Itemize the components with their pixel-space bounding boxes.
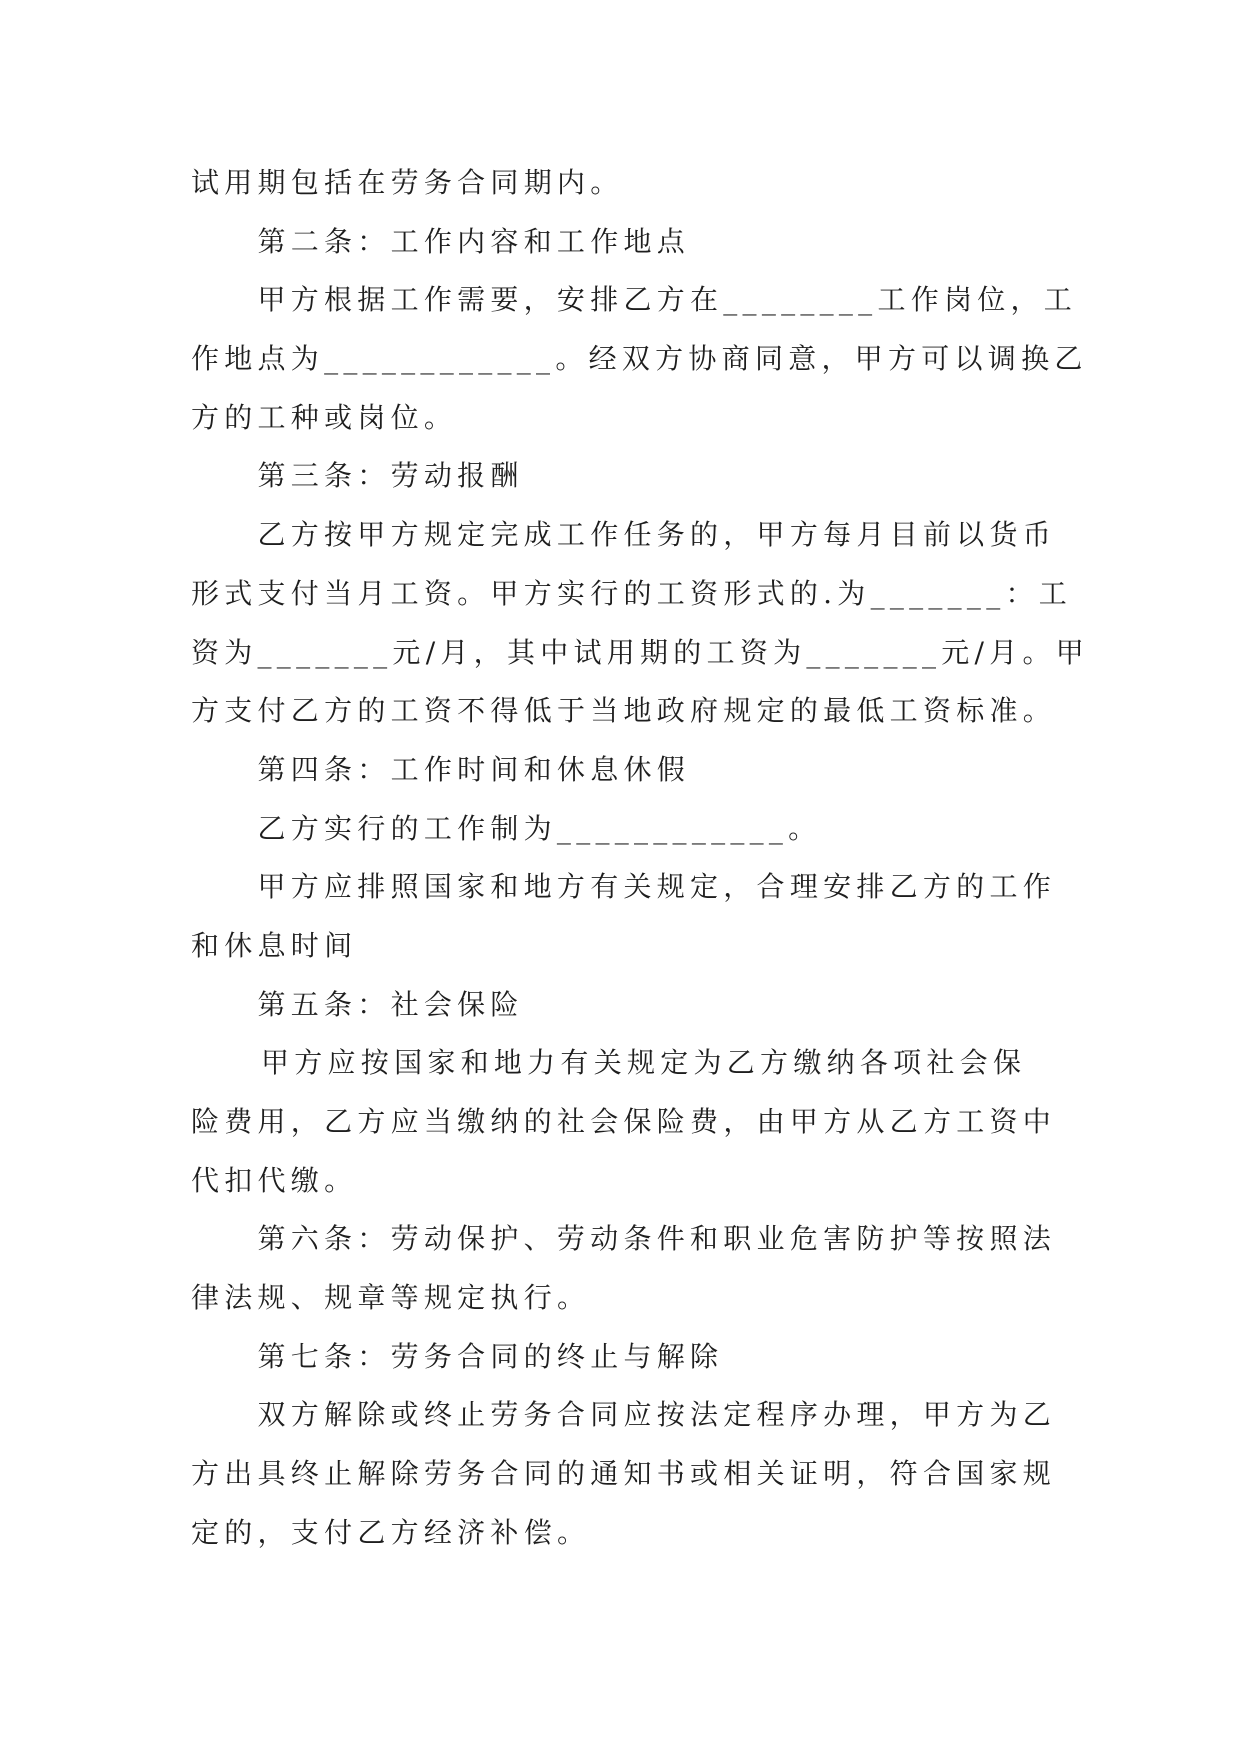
paragraph-line: 定的，支付乙方经济补偿。 xyxy=(191,1515,591,1549)
article-2-heading xyxy=(191,213,1241,272)
paragraph-rest-time xyxy=(191,858,1241,975)
article-3-heading xyxy=(191,447,1241,506)
paragraph-line: 甲方应排照国家和地方有关规定，合理安排乙方的工作 xyxy=(257,870,1056,904)
paragraph-line: 乙方按甲方规定完成工作任务的，甲方每月目前以货币 xyxy=(257,518,1056,552)
heading-line: 第四条：工作时间和休息休假 xyxy=(257,752,691,786)
article-7-heading xyxy=(191,1328,1241,1387)
article-6-paragraph xyxy=(191,1210,1241,1327)
paragraph-line: 第六条：劳动保护、劳动条件和职业危害防护等按照法 xyxy=(257,1222,1056,1256)
paragraph-line: 方出具终止解除劳务合同的通知书或相关证明，符合国家规 xyxy=(191,1457,1057,1491)
paragraph-line: 试用期包括在劳务合同期内。 xyxy=(191,166,624,199)
paragraph-line: 双方解除或终止劳务合同应按法定程序办理，甲方为乙 xyxy=(257,1398,1056,1432)
article-5-heading xyxy=(191,976,1241,1035)
paragraph-line: 甲方根据工作需要，安排乙方在________工作岗位，工 xyxy=(257,283,1078,317)
article-4-heading xyxy=(191,741,1241,800)
paragraph-line: 形式支付当月工资。甲方实行的工资形式的.为_______：工 xyxy=(191,576,1073,610)
paragraph-termination xyxy=(191,1386,1241,1562)
heading-line: 第七条：劳务合同的终止与解除 xyxy=(257,1339,724,1373)
paragraph-line: 和休息时间 xyxy=(191,928,358,962)
paragraph-probation-continuation xyxy=(191,154,1241,213)
paragraph-line: 乙方实行的工作制为____________。 xyxy=(257,811,822,845)
paragraph-work-content xyxy=(191,271,1241,447)
paragraph-line: 险费用，乙方应当缴纳的社会保险费，由甲方从乙方工资中 xyxy=(191,1105,1057,1138)
heading-line: 第二条：工作内容和工作地点 xyxy=(257,224,691,258)
paragraph-social-insurance xyxy=(191,1034,1241,1210)
paragraph-work-system xyxy=(191,800,1241,859)
paragraph-line: 方的工种或岗位。 xyxy=(191,400,458,434)
paragraph-line: 资为_______元/月，其中试用期的工资为_______元/月。甲 xyxy=(191,635,1090,669)
paragraph-line: 方支付乙方的工资不得低于当地政府规定的最低工资标准。 xyxy=(191,694,1057,728)
paragraph-line: 作地点为____________。经双方协商同意，甲方可以调换乙 xyxy=(191,342,1088,376)
paragraph-line: 甲方应按国家和地力有关规定为乙方缴纳各项社会保 xyxy=(261,1046,1027,1080)
heading-line: 第三条：劳动报酬 xyxy=(257,459,524,493)
paragraph-remuneration xyxy=(191,506,1241,741)
paragraph-line: 律法规、规章等规定执行。 xyxy=(191,1281,591,1315)
heading-line: 第五条：社会保险 xyxy=(257,987,524,1021)
paragraph-line: 代扣代缴。 xyxy=(191,1163,358,1197)
